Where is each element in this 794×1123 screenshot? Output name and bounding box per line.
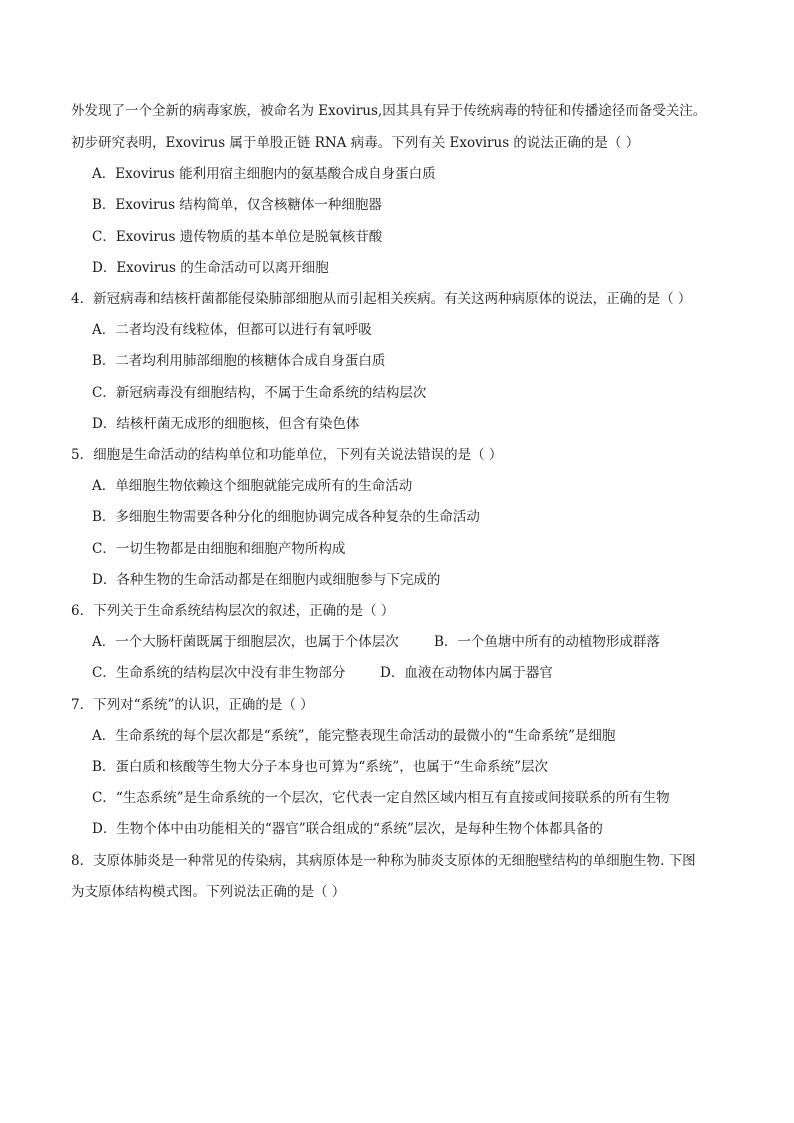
question-7-option-b: B．蛋白质和核酸等生物大分子本身也可算为“系统”，也属于“生命系统”层次 xyxy=(92,759,549,775)
question-3-stem-line-2: 初步研究表明，Exovirus 属于单股正链 RNA 病毒。下列有关 Exovirus 的说法正确的是（ ） xyxy=(71,135,640,151)
question-8-stem-line-1: 8．支原体肺炎是一种常见的传染病，其病原体是一种称为肺炎支原体的无细胞壁结构的单细胞生物. 下图 xyxy=(71,853,696,869)
question-3-option-d: D．Exovirus 的生命活动可以离开细胞 xyxy=(92,260,329,276)
question-5-option-b: B．多细胞生物需要各种分化的细胞协调完成各种复杂的生命活动 xyxy=(92,509,480,525)
question-5-option-d: D．各种生物的生命活动都是在细胞内或细胞参与下完成的 xyxy=(92,572,441,588)
question-6-option-a: A．一个大肠杆菌既属于细胞层次，也属于个体层次 xyxy=(92,634,399,650)
question-5-option-c: C．一切生物都是由细胞和细胞产物所构成 xyxy=(92,541,346,557)
question-5-option-a: A．单细胞生物依赖这个细胞就能完成所有的生命活动 xyxy=(92,478,413,494)
question-3-option-b: B．Exovirus 结构简单，仅含核糖体一种细胞器 xyxy=(92,197,382,213)
question-7-stem: 7．下列对“系统”的认识，正确的是（ ） xyxy=(71,697,314,713)
question-4-option-c: C．新冠病毒没有细胞结构，不属于生命系统的结构层次 xyxy=(92,385,427,401)
question-7-option-a: A．生命系统的每个层次都是“系统”，能完整表现生命活动的最微小的“生命系统”是细胞 xyxy=(92,728,616,744)
question-3-stem-line-1: 外发现了一个全新的病毒家族，被命名为 Exovirus,因其具有异于传统病毒的特征和传播途径而备受关注。 xyxy=(71,103,707,119)
question-7-option-c: C．“生态系统”是生命系统的一个层次，它代表一定自然区域内相互有直接或间接联系的所有生物 xyxy=(92,790,670,806)
question-3-option-c: C．Exovirus 遗传物质的基本单位是脱氧核苷酸 xyxy=(92,229,383,245)
question-5-stem: 5．细胞是生命活动的结构单位和功能单位，下列有关说法错误的是（ ） xyxy=(71,447,503,463)
question-6-stem: 6．下列关于生命系统结构层次的叙述，正确的是（ ） xyxy=(71,603,395,619)
question-6-option-c: C．生命系统的结构层次中没有非生物部分 xyxy=(92,665,346,681)
question-6-option-d: D．血液在动物体内属于器官 xyxy=(380,665,553,681)
question-7-option-d: D．生物个体中由功能相关的“器官”联合组成的“系统”层次，是每种生物个体都具备的 xyxy=(92,821,603,837)
question-8-stem-line-2: 为支原体结构模式图。下列说法正确的是（ ） xyxy=(71,884,346,900)
question-4-stem: 4．新冠病毒和结核杆菌都能侵染肺部细胞从而引起相关疾病。有关这两种病原体的说法，正确的是（ ） xyxy=(71,291,692,307)
question-6-option-b: B．一个鱼塘中所有的动植物形成群落 xyxy=(434,634,660,650)
question-4-option-b: B．二者均利用肺部细胞的核糖体合成自身蛋白质 xyxy=(92,353,386,369)
question-3-option-a: A．Exovirus 能利用宿主细胞内的氨基酸合成自身蛋白质 xyxy=(92,166,436,182)
question-4-option-a: A．二者均没有线粒体，但都可以进行有氧呼吸 xyxy=(92,322,372,338)
question-4-option-d: D．结核杆菌无成形的细胞核，但含有染色体 xyxy=(92,416,360,432)
